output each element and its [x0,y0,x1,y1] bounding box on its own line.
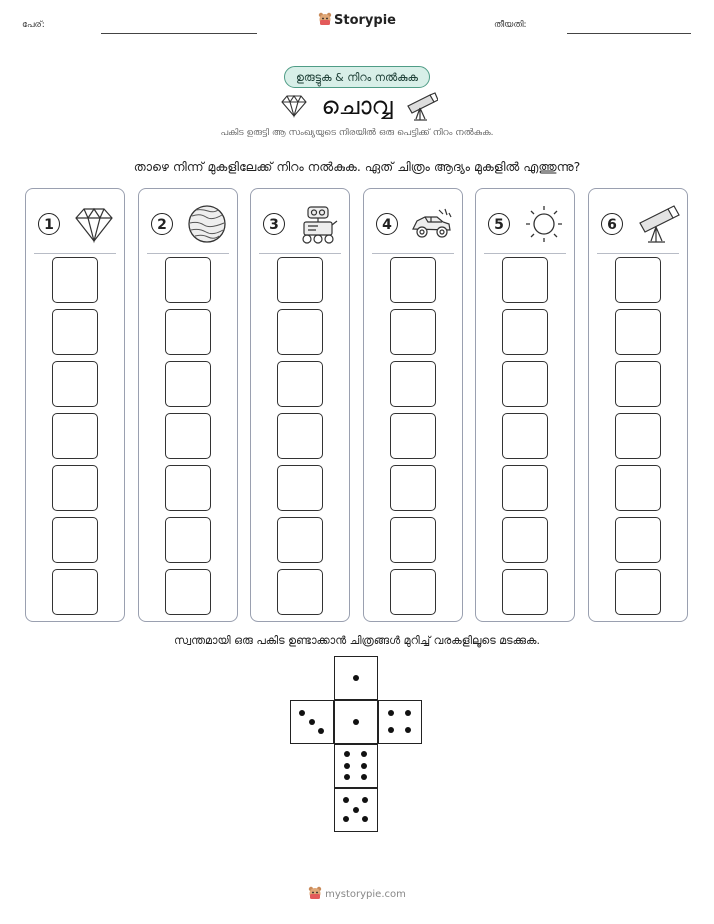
rover-icon [296,201,342,247]
color-box[interactable] [390,517,436,563]
color-box[interactable] [390,257,436,303]
color-box[interactable] [165,569,211,615]
column-header [34,197,116,254]
dice-face [290,700,334,744]
column-header [147,197,229,254]
column-header [372,197,454,254]
name-line[interactable] [101,33,257,34]
brand-name: Storypie [334,13,396,28]
color-box[interactable] [52,413,98,459]
dice-pip [405,710,411,716]
column-number: 1 [38,213,60,235]
dice-pip [344,774,350,780]
color-box[interactable] [615,257,661,303]
bear-logo-icon [318,12,332,26]
telescope-icon [402,90,438,122]
color-box[interactable] [502,569,548,615]
color-box[interactable] [52,309,98,355]
dice-face [334,788,378,832]
color-box[interactable] [165,413,211,459]
date-label: തീയതി: [494,20,527,30]
color-box[interactable] [165,465,211,511]
activity-tag: ഉരുട്ടുക & നിറം നൽകുക [284,66,430,88]
color-box[interactable] [165,309,211,355]
dice-net [290,656,426,836]
column-header [259,197,341,254]
color-box[interactable] [502,309,548,355]
dice-pip [353,719,359,725]
color-box[interactable] [615,569,661,615]
column-header [597,197,679,254]
column-header [484,197,566,254]
column-number: 5 [488,213,510,235]
dice-pip [361,774,367,780]
color-box[interactable] [390,569,436,615]
color-box[interactable] [615,413,661,459]
column-number: 2 [151,213,173,235]
dice-face [378,700,422,744]
column-number: 4 [376,213,398,235]
color-box[interactable] [502,257,548,303]
dice-pip [361,763,367,769]
bear-logo-icon [308,886,322,900]
color-box[interactable] [390,309,436,355]
color-box[interactable] [390,361,436,407]
color-box[interactable] [52,361,98,407]
color-box[interactable] [165,361,211,407]
color-box[interactable] [52,257,98,303]
page-title: ചൊവ്വ [321,92,393,120]
column-3 [250,188,350,622]
column-1 [25,188,125,622]
dice-pip [362,797,368,803]
column-number: 3 [263,213,285,235]
date-line[interactable] [567,33,691,34]
dice-pip [388,727,394,733]
color-box[interactable] [277,517,323,563]
color-box[interactable] [502,465,548,511]
color-box[interactable] [277,361,323,407]
dice-pip [344,751,350,757]
color-box[interactable] [615,361,661,407]
dice-pip [353,807,359,813]
color-box[interactable] [277,465,323,511]
dice-pip [361,751,367,757]
color-box[interactable] [165,517,211,563]
dice-pip [405,727,411,733]
dice-pip [344,763,350,769]
color-box[interactable] [502,361,548,407]
color-box[interactable] [615,309,661,355]
column-5 [475,188,575,622]
dice-face [334,700,378,744]
sun-icon [521,201,567,247]
name-label: പേര്: [22,20,45,30]
dice-pip [388,710,394,716]
column-2 [138,188,238,622]
dice-instructions: സ്വന്തമായി ഒരു പകിട ഉണ്ടാക്കാൻ ചിത്രങ്ങൾ മുറിച്ച് വരകളിലൂടെ മടക്കുക. [174,634,540,647]
color-box[interactable] [502,413,548,459]
column-6 [588,188,688,622]
color-box[interactable] [390,465,436,511]
column-number: 6 [601,213,623,235]
dice-pip [343,816,349,822]
dice-pip [299,710,305,716]
page-subtitle: പകിട ഉരുട്ടി ആ സംഖ്യയുടെ നിരയിൽ ഒരു പെട്ടിക്ക് നിറം നൽകുക. [220,128,494,138]
telescope-icon [634,201,680,247]
color-box[interactable] [277,257,323,303]
footer [0,886,714,900]
footer-url[interactable]: mystorypie.com [325,889,406,900]
color-box[interactable] [277,309,323,355]
color-box[interactable] [390,413,436,459]
diamond-icon [71,201,117,247]
color-box[interactable] [165,257,211,303]
dice-pip [362,816,368,822]
dice-pip [343,797,349,803]
brand-logo [0,12,714,28]
color-box[interactable] [277,569,323,615]
color-box[interactable] [502,517,548,563]
mars-planet-icon [184,201,230,247]
dice-face [334,656,378,700]
dice-face [334,744,378,788]
space-car-icon [409,201,455,247]
diamond-icon [279,93,309,119]
color-box[interactable] [52,569,98,615]
instruction-text: താഴെ നിന്ന് മുകളിലേക്ക് നിറം നൽകുക. ഏത് ചിത്രം ആദ്യം മുകളിൽ എത്തുന്നു? [133,159,581,174]
color-box[interactable] [52,465,98,511]
dice-pip [309,719,315,725]
dice-pip [318,728,324,734]
color-box[interactable] [615,517,661,563]
color-box[interactable] [277,413,323,459]
color-box[interactable] [615,465,661,511]
color-box[interactable] [52,517,98,563]
column-4 [363,188,463,622]
dice-pip [353,675,359,681]
